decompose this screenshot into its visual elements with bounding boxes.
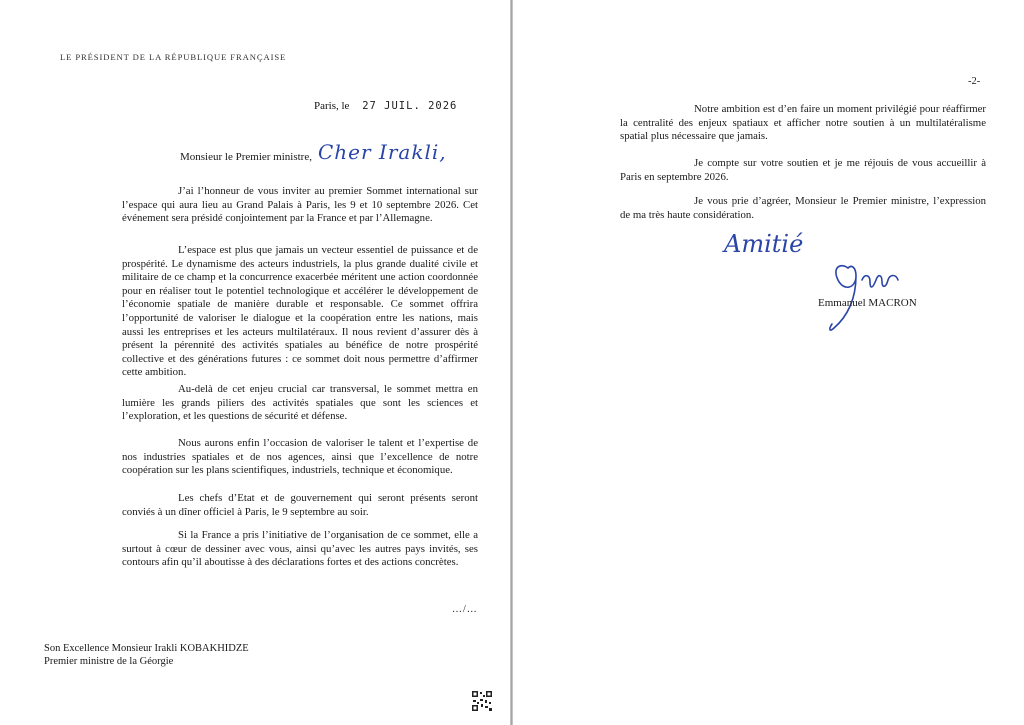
body-paragraph: Notre ambition est d’en faire un moment privilégié pour réaffirmer la centralité des enjeux spatiaux et afficher notre soutien à un multilatéralisme spatial plus nécessaire que jamais. — [620, 103, 986, 143]
handwritten-greeting: Cher Irakli, — [318, 140, 447, 164]
dateline — [314, 100, 457, 112]
body-paragraph: Je compte sur votre soutien et je me réjouis de vous accueillir à Paris en septembre 2026. — [620, 157, 986, 183]
salutation: Monsieur le Premier ministre, — [180, 151, 312, 163]
page-one — [0, 0, 511, 725]
body-paragraph: Les chefs d’Etat et de gouvernement qui seront présents seront conviés à un dîner officiel à Paris, le 9 septembre au soir. — [122, 492, 478, 518]
recipient-name: Son Excellence Monsieur Irakli KOBAKHIDZE — [44, 643, 249, 654]
handwritten-closing: Amitié — [724, 230, 804, 258]
body-paragraph: Si la France a pris l’initiative de l’organisation de ce sommet, elle a surtout à cœur de dessiner avec vous, ainsi qu’avec les autres pays invités, ses contours afin qu’il aboutisse à des déclarations fortes et des actions concrètes. — [122, 529, 478, 569]
signer-name: Emmanuel MACRON — [818, 297, 917, 309]
letterhead: LE PRÉSIDENT DE LA RÉPUBLIQUE FRANÇAISE — [60, 52, 287, 62]
page-number: -2- — [968, 76, 981, 87]
qr-code-icon — [471, 690, 493, 712]
continuation-mark: …/… — [452, 604, 478, 615]
recipient-block — [44, 642, 249, 668]
date-stamp: 27 JUIL. 2026 — [362, 100, 458, 112]
dateline-label: Paris, le — [314, 100, 350, 112]
body-paragraph: Au-delà de cet enjeu crucial car transversal, le sommet mettra en lumière les grands piliers des activités spatiales que sont les sciences et l’exploration, et les questions de sécurité et défense. — [122, 383, 478, 423]
recipient-title: Premier ministre de la Géorgie — [44, 656, 174, 667]
body-paragraph: J’ai l’honneur de vous inviter au premier Sommet international sur l’espace qui aura lieu au Grand Palais à Paris, les 9 et 10 septembre 2026. Cet événement sera présidé conjointement par la France et par l’Allemagne. — [122, 185, 478, 225]
body-paragraph: Je vous prie d’agréer, Monsieur le Premier ministre, l’expression de ma très haute considération. — [620, 195, 986, 221]
body-paragraph: Nous aurons enfin l’occasion de valoriser le talent et l’expertise de nos industries spatiales et de nos agences, ainsi que l’excellence de notre coopération sur les plans scientifiques, industriels, technique et économique. — [122, 437, 478, 477]
body-paragraph: L’espace est plus que jamais un vecteur essentiel de puissance et de prospérité. Le dynamisme des acteurs industriels, la plus grande dualité civile et militaire de ce champ et la concurrence exacerbée méritent une action coordonnée pour en réaliser tout le potentiel technologique et accélérer le développement de l’économie spatiale de manière durable et responsable. Ce sommet offrira l’opportunité de valoriser le dialogue et la coopération entre les nations, mais aussi les entreprises et les acteurs multilatéraux. Il nous revient d’assurer dès à présent la pérennité des activités spatiales au bénéfice de notre prospérité collective et des générations futures : ce sommet doit nous permettre d’affirmer cette ambition. — [122, 244, 478, 379]
